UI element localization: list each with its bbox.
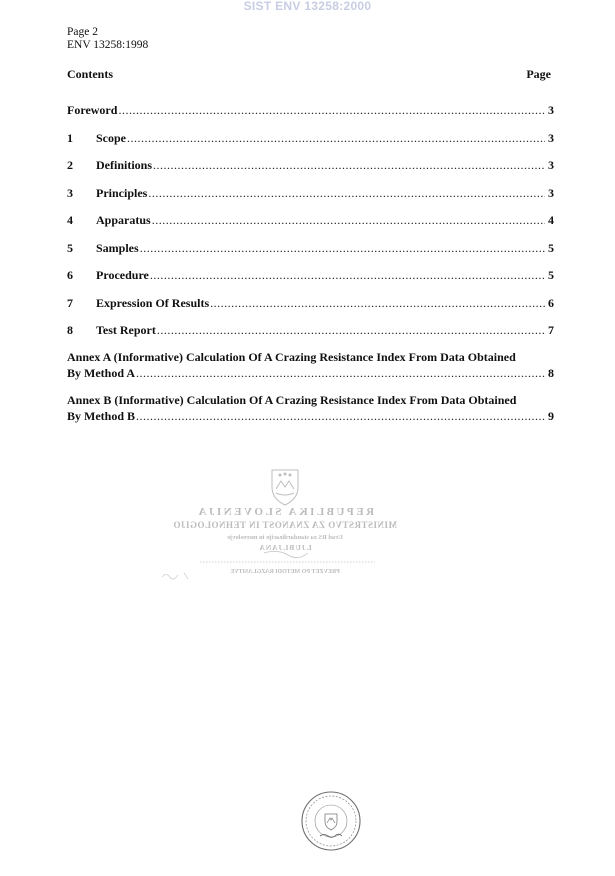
toc-leader (153, 158, 545, 173)
stamp-line-5: PREVZET PO METODI RAZGLASITVE (230, 569, 340, 575)
toc-page: 3 (548, 186, 554, 200)
toc-number: 5 (67, 241, 73, 255)
toc-entry-foreword[interactable] (67, 103, 554, 118)
toc-entry-procedure[interactable] (67, 268, 554, 283)
toc-entry-expression-of-results[interactable] (67, 296, 554, 311)
toc-leader (136, 408, 545, 424)
annex-title-line2: By Method A (67, 366, 136, 380)
annex-title-line1: Annex A (Informative) Calculation Of A Crazing Resistance Index From Data Obtained (67, 350, 516, 364)
toc-number: 3 (67, 186, 73, 200)
page-column-label: Page (526, 67, 551, 81)
stamp-line-4: LJUBLJANA (258, 543, 312, 552)
toc-leader (210, 296, 545, 311)
toc-page: 6 (548, 296, 554, 310)
toc-number: 4 (67, 213, 73, 227)
toc-entry-scope[interactable] (67, 131, 554, 146)
annex-title-line2: By Method B (67, 409, 136, 423)
stamp-signature (264, 551, 308, 557)
toc-title: Scope (96, 131, 126, 145)
toc-entry-apparatus[interactable] (67, 213, 554, 228)
contents-heading (67, 67, 551, 82)
toc-number: 7 (67, 296, 73, 310)
toc-entry-annex-b[interactable] (67, 392, 554, 424)
toc-entry-definitions[interactable] (67, 158, 554, 173)
toc-entry-principles[interactable] (67, 186, 554, 201)
toc-page: 4 (548, 213, 554, 227)
toc-title: Principles (96, 186, 148, 200)
toc-page: 8 (548, 366, 554, 380)
round-seal-icon (298, 790, 364, 852)
toc-leader (118, 103, 545, 118)
toc-page: 3 (548, 131, 554, 145)
stamp-line-2: MINISTRSTVO ZA ZNANOST IN TEHNOLOGIJO (172, 520, 398, 530)
toc-page: 5 (548, 268, 554, 282)
annex-title-line1: Annex B (Informative) Calculation Of A Crazing Resistance Index From Data Obtained (67, 393, 517, 407)
coat-of-arms-icon (272, 470, 298, 505)
page-header (67, 26, 148, 52)
toc-entry-test-report[interactable] (67, 323, 554, 338)
standard-id: ENV 13258:1998 (67, 39, 149, 51)
toc-title: Foreword (67, 103, 118, 117)
toc-page: 7 (548, 323, 554, 337)
toc-page: 9 (548, 409, 554, 423)
toc-leader (150, 268, 545, 283)
toc-leader (140, 241, 545, 256)
toc-title: Test Report (96, 323, 156, 337)
toc-page: 5 (548, 241, 554, 255)
toc-entry-annex-a[interactable] (67, 349, 554, 381)
toc-leader (157, 323, 545, 338)
toc-leader (152, 213, 545, 228)
watermark: SIST ENV 13258:2000 (243, 0, 372, 13)
page-number: Page 2 (67, 26, 98, 38)
toc-title: Apparatus (96, 213, 151, 227)
toc-title: Definitions (96, 158, 153, 172)
toc-number: 6 (67, 268, 73, 282)
toc-title: Procedure (96, 268, 149, 282)
official-stamp (160, 465, 410, 590)
stamp-line-1: REPUBLIKA SLOVENIJA (195, 506, 375, 518)
toc-number: 2 (67, 158, 73, 172)
toc-number: 8 (67, 323, 73, 337)
toc-leader (148, 186, 545, 201)
stamp-line-3: Urad RS za standardizacijo in meroslovje (227, 534, 343, 541)
contents-title: Contents (67, 67, 114, 81)
toc-page: 3 (548, 158, 554, 172)
toc-number: 1 (67, 131, 73, 145)
toc-leader (136, 365, 545, 381)
toc-title: Samples (96, 241, 139, 255)
stamp-smudge (162, 573, 188, 579)
toc-title: Expression Of Results (96, 296, 210, 310)
toc-leader (127, 131, 545, 146)
toc-page: 3 (548, 103, 554, 117)
toc-entry-samples[interactable] (67, 241, 554, 256)
